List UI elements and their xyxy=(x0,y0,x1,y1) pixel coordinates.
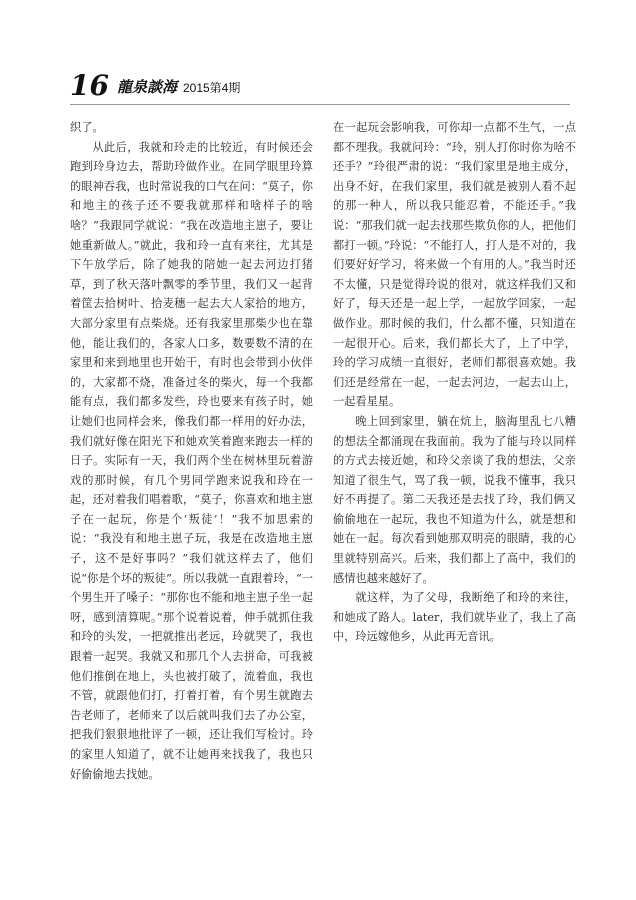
paragraph: 就这样，为了父母，我断绝了和玲的来往，和她成了路人。later，我们就毕业了，我上了高中，玲远嫁他乡，从此再无音讯。 xyxy=(333,591,576,644)
magazine-name: 龍泉談海 xyxy=(116,78,177,96)
right-column xyxy=(333,118,576,647)
page-header xyxy=(70,69,241,102)
paragraph: 织了。 xyxy=(70,121,104,134)
page-number: 16 xyxy=(70,69,109,102)
header-rule xyxy=(70,104,570,105)
left-column xyxy=(70,118,313,784)
paragraph: 在一起玩会影响我，可你却一点都不生气，一点都不理我。我就问玲：“玲，别人打你时你为啥不还手？”玲很严肃的说：“我们家里是地主成分，出身不好，在我们家里，我们就是被别人看不起的那一种人，所以我只能忍着，不能还手。”我说：“那我们就一起去找那些欺负你的人，把他们都打一顿。”玲说：“不能打人，打人是不对的，我们要好好学习，将来做一个有用的人。”我当时还不太懂，只是觉得玲说的很对，就这样我们又和好了，每天还是一起上学，一起放学回家，一起做作业。那时候的我们，什么都不懂，只知道在一起很开心。后来，我们都长大了，上了中学，玲的学习成绩一直很好，老师们都很喜欢她。我们还是经常在一起，一起去河边，一起去山上，一起看星星。 xyxy=(333,121,576,409)
paragraph: 晚上回到家里，躺在炕上，脑海里乱七八糟的想法全都涌现在我面前。我为了能与玲以同样的方式去接近她，和玲父亲谈了我的想法，父亲知道了很生气，骂了我一顿，说我不懂事，我只好不再提了。第二天我还是去找了玲，我们俩又偷偷地在一起玩，我也不知道为什么，就是想和她在一起。每次看到她那双明亮的眼睛，我的心里就特别高兴。后来，我们都上了高中，我们的感情也越来越好了。 xyxy=(333,414,576,585)
issue-label: 2015第4期 xyxy=(182,81,241,95)
paragraph: 从此后，我就和玲走的比较近，有时候还会跑到玲身边去，帮助玲做作业。在同学眼里玲算的眼神吞我，也时常说我的口气在问：“莫子，你和地主的孩子还不要我就那样和啥样子的啥啥？”我跟同学就说：“我在改造地主崽子，要让她重新做人。”就此，我和玲一直有来往，尤其是下午放学后，除了她我的陪她一起去河边打猪草，到了秋天落叶飘零的季节里，我们又一起背着筐去拾树叶、拾麦穗一起去大人家拾的地方，大部分家里有点柴烧。还有我家里那柴少也在靠他，能让我们的，各家人口多，数要数不清的在家里和来到地里也开始干，有时也会带到小伙伴的，大家都不烧，准备过冬的柴火，每一个我都能有点，我们都多发些，玲也要来有孩子时，她让她们也同样会来，像我们都一样用的好办法，我们就好像在阳光下和她欢笑着跑来跑去一样的日子。实际有一天，我们两个坐在树林里玩着游戏的那时候，有几个男同学跑来说我和玲在一起，还对着我们唱着歌，“莫子，你喜欢和地主崽子在一起玩，你是个‘叛徒’！”我不加思索的说：“我没有和地主崽子玩，我是在改造地主崽子，这不是好事吗？”我们就这样去了，他们说“你是个坏的叛徒”。所以我就一直跟着玲，“一个男生开了嗓子：“那你也不能和地主崽子坐一起呀，感到清算呢。”那个说着说着，伸手就抓住我和玲的头发，一把就推出老远，玲就哭了，我也跟着一起哭。我就又和那几个人去拼命，可我被他们推倒在地上，头也被打破了，流着血，我也不管，就跟他们打，打着打着，有个男生就跑去告老师了，老师来了以后就叫我们去了办公室，把我们狠狠地批评了一顿，还让我们写检讨。玲的家里人知道了，就不让她再来找我了，我也只好偷偷地去找她。 xyxy=(70,140,313,781)
